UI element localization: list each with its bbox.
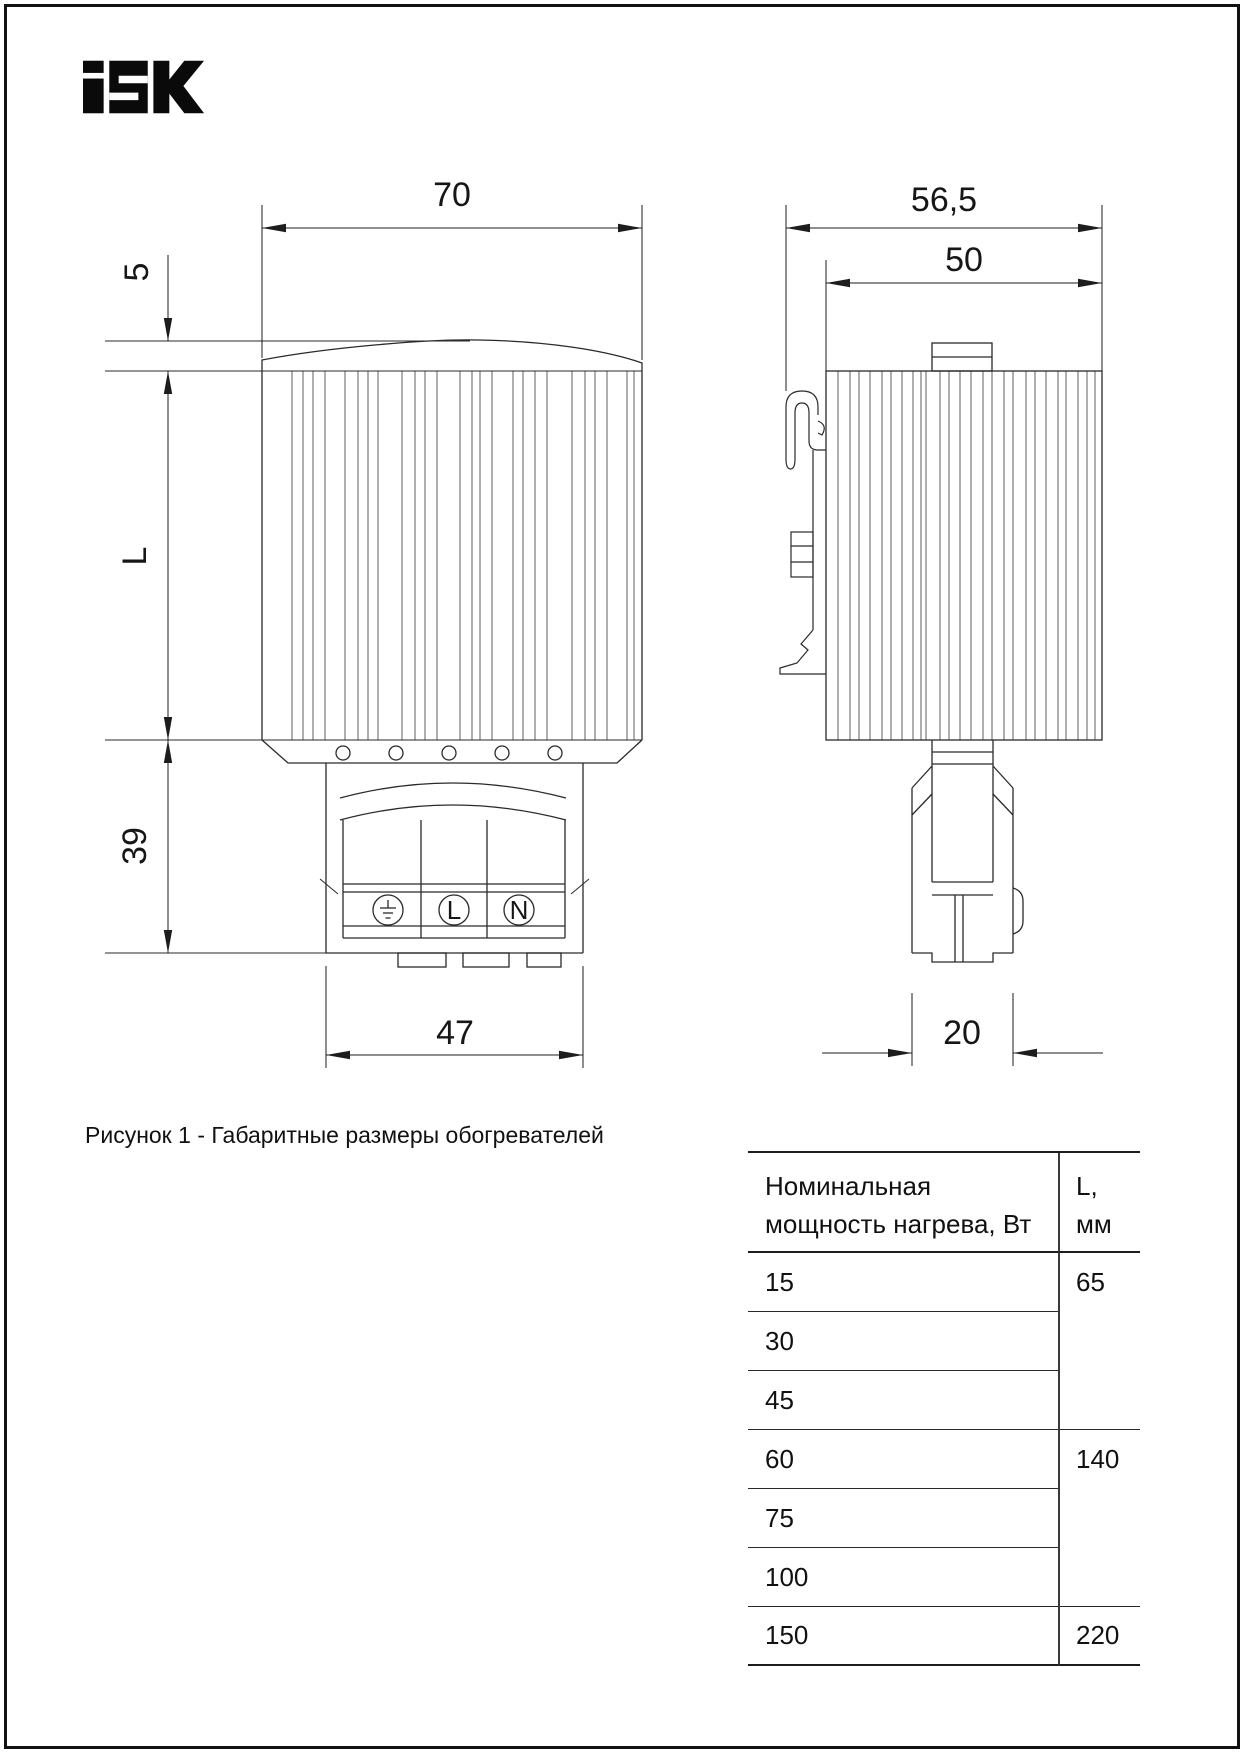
power-cell: 100 xyxy=(748,1548,1058,1607)
length-cell: 140 xyxy=(1058,1430,1140,1489)
power-cell: 150 xyxy=(748,1607,1058,1666)
dim-terminal-width-label: 47 xyxy=(436,1014,474,1052)
front-dimension-arrows xyxy=(164,224,642,1059)
dim-front-width-label: 70 xyxy=(433,176,471,214)
side-fins xyxy=(838,371,1095,740)
length-cell xyxy=(1058,1489,1140,1548)
dim-overall-depth-label: 56,5 xyxy=(910,181,978,219)
front-view xyxy=(105,340,642,967)
terminal-l-label: L xyxy=(446,895,462,925)
side-dimensions xyxy=(786,205,1103,1066)
dim-cap-height-label: 5 xyxy=(118,262,156,282)
table-row xyxy=(748,1253,1140,1312)
side-dimension-arrows xyxy=(786,224,1102,1057)
dim-body-height-label: L xyxy=(116,546,154,566)
terminal-n-label: N xyxy=(509,895,529,925)
length-cell xyxy=(1058,1371,1140,1430)
table-row xyxy=(748,1312,1140,1371)
side-view xyxy=(780,343,1102,962)
table-row xyxy=(748,1548,1140,1607)
table-row xyxy=(748,1489,1140,1548)
table-row xyxy=(748,1430,1140,1489)
length-cell xyxy=(1058,1548,1140,1607)
length-cell xyxy=(1058,1312,1140,1371)
table-row xyxy=(748,1371,1140,1430)
figure-caption: Рисунок 1 - Габаритные размеры обогревателей xyxy=(85,1122,604,1148)
table-row xyxy=(748,1607,1140,1666)
power-cell: 75 xyxy=(748,1489,1058,1548)
power-header-cell xyxy=(748,1153,1058,1253)
table-header-row xyxy=(748,1153,1140,1253)
length-cell: 220 xyxy=(1058,1607,1140,1666)
din-rail-clip xyxy=(780,391,826,674)
power-header-line2: мощность нагрева, Вт xyxy=(765,1209,1032,1239)
dim-body-depth-label: 50 xyxy=(945,241,983,279)
length-header-cell: L, мм xyxy=(1058,1153,1140,1253)
earth-terminal-icon xyxy=(373,895,403,925)
front-fins xyxy=(292,371,634,740)
power-header-line1: Номинальная xyxy=(765,1171,932,1201)
dimensions-table xyxy=(748,1151,1140,1666)
power-cell: 30 xyxy=(748,1312,1058,1371)
dim-terminal-depth-label: 20 xyxy=(943,1014,981,1052)
side-terminal-block xyxy=(912,740,1023,962)
length-cell: 65 xyxy=(1058,1253,1140,1312)
front-top-cap xyxy=(262,340,642,371)
dim-terminal-height-label: 39 xyxy=(116,827,154,865)
power-cell: 45 xyxy=(748,1371,1058,1430)
front-terminal-housing xyxy=(320,763,589,967)
power-cell: 15 xyxy=(748,1253,1058,1312)
power-cell: 60 xyxy=(748,1430,1058,1489)
